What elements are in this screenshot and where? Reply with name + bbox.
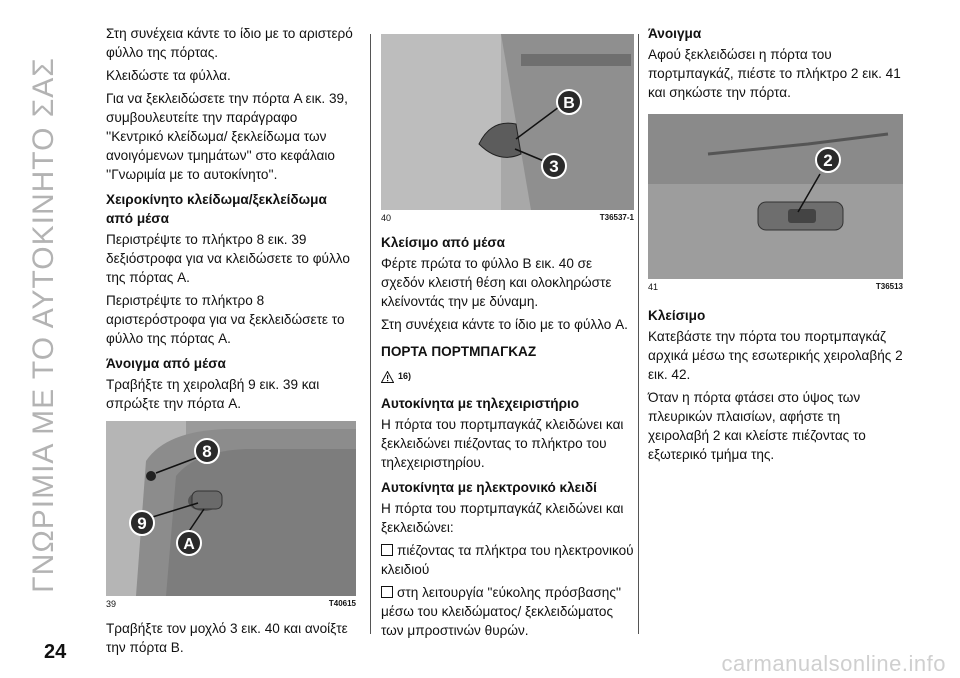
section-heading: Χειροκίνητο κλείδωμα/ξεκλείδωμα από μέσα <box>106 192 327 226</box>
figure-number: 40 <box>381 213 392 223</box>
paragraph: Η πόρτα του πορτμπαγκάζ κλειδώνει και ξεκλειδώνει: <box>381 501 624 535</box>
svg-text:2: 2 <box>823 151 833 170</box>
figure-40 <box>381 34 634 223</box>
svg-text:9: 9 <box>137 514 147 533</box>
bullet-item: στη λειτουργία ''εύκολης πρόσβασης'' μέσω του κλειδώματος/ ξεκλειδώματος των μπροστινών θυρών. <box>381 585 622 638</box>
callout-2 <box>816 148 840 172</box>
column-3 <box>648 24 903 468</box>
section-heading: Κλείσιμο από μέσα <box>381 235 506 250</box>
bullet-item: πιέζοντας τα πλήκτρα του ηλεκτρονικού κλειδιού <box>381 543 634 577</box>
warning-number: 16) <box>398 371 412 381</box>
callout-a <box>177 531 201 555</box>
paragraph: Φέρτε πρώτα το φύλλο B εικ. 40 σε σχεδόν κλειστή θέση και ολοκληρώστε κλείνοντάς την με δύναμη. <box>381 256 612 309</box>
section-heading: Άνοιγμα από μέσα <box>106 356 226 371</box>
side-door-illustration <box>381 34 634 210</box>
warning-triangle-icon <box>381 371 394 383</box>
paragraph: Στη συνέχεια κάντε το ίδιο με το φύλλο A. <box>381 317 628 332</box>
figure-code: T40615 <box>328 599 356 608</box>
paragraph: Κατεβάστε την πόρτα του πορτμπαγκάζ αρχικά μέσω της εσωτερικής χειρολαβής 2 εικ. 42. <box>648 329 903 382</box>
figure-caption <box>106 599 356 609</box>
section-heading: Κλείσιμο <box>648 308 706 323</box>
watermark: carmanualsonline.info <box>721 651 946 676</box>
chapter-sidebar <box>12 12 76 637</box>
paragraph: Κλειδώστε τα φύλλα. <box>106 68 231 83</box>
figure-code: T36537-1 <box>599 213 634 222</box>
chapter-title: ΓΝΩΡΙΜΙΑ ΜΕ ΤΟ ΑΥΤΟΚΙΝΗΤΟ ΣΑΣ <box>27 56 60 593</box>
rear-door-illustration <box>106 421 356 596</box>
figure-caption <box>381 213 634 223</box>
callout-3 <box>542 154 566 178</box>
callout-8 <box>195 439 219 463</box>
svg-text:B: B <box>563 95 575 112</box>
column-2 <box>381 34 634 644</box>
paragraph: Η πόρτα του πορτμπαγκάζ κλειδώνει και ξεκλειδώνει πιέζοντας το πλήκτρο του τηλεχειριστηρίου. <box>381 417 624 470</box>
paragraph: Αφού ξεκλειδώσει η πόρτα του πορτμπαγκάζ, πιέστε το πλήκτρο 2 εικ. 41 και σηκώστε την πόρτα. <box>648 47 901 100</box>
figure-39 <box>106 421 356 609</box>
checkbox-icon <box>381 544 393 556</box>
column-1 <box>106 24 356 661</box>
section-heading: Αυτοκίνητα με τηλεχειριστήριο <box>381 396 580 411</box>
tailgate-illustration <box>648 114 903 279</box>
figure-41 <box>648 114 903 292</box>
svg-text:8: 8 <box>202 442 212 461</box>
callout-9 <box>130 511 154 535</box>
warning-reference <box>381 367 634 386</box>
paragraph: Στη συνέχεια κάντε το ίδιο με το αριστερό φύλλο της πόρτας. <box>106 26 353 60</box>
section-heading: Αυτοκίνητα με ηλεκτρονικό κλειδί <box>381 480 597 495</box>
paragraph: Τραβήξτε τη χειρολαβή 9 εικ. 39 και σπρώξτε την πόρτα A. <box>106 377 320 411</box>
checkbox-icon <box>381 586 393 598</box>
paragraph: Όταν η πόρτα φτάσει στο ύψος των πλευρικών πλαισίων, αφήστε τη χειρολαβή 2 και κλείστε πιέζοντας το εξωτερικό τμήμα της. <box>648 390 866 462</box>
svg-text:3: 3 <box>549 157 559 176</box>
section-heading: Άνοιγμα <box>648 26 702 41</box>
callout-b <box>557 90 581 114</box>
figure-number: 39 <box>106 599 117 609</box>
paragraph: Περιστρέψτε το πλήκτρο 8 εικ. 39 δεξιόστροφα για να κλειδώσετε το φύλλο της πόρτας A. <box>106 232 350 285</box>
chapter-heading: ΠΟΡΤΑ ΠΟΡΤΜΠΑΓΚΑΖ <box>381 344 537 359</box>
paragraph: Περιστρέψτε το πλήκτρο 8 αριστερόστροφα για να ξεκλειδώσετε το φύλλο της πόρτας A. <box>106 293 345 346</box>
paragraph: Για να ξεκλειδώσετε την πόρτα A εικ. 39, συμβουλευτείτε την παράγραφο ''Κεντρικό κλείδωμα/ ξεκλείδωμα των ανοιγόμενων τμημάτων'' στο κεφάλαιο ''Γνωριμία με το αυτοκίνητο''. <box>106 91 348 182</box>
figure-code: T36513 <box>875 282 903 291</box>
svg-text:A: A <box>183 536 195 553</box>
paragraph: Τραβήξτε τον μοχλό 3 εικ. 40 και ανοίξτε την πόρτα B. <box>106 621 348 655</box>
column-divider <box>638 34 639 634</box>
page-number: 24 <box>44 641 67 663</box>
column-divider <box>370 34 371 634</box>
figure-caption <box>648 282 903 292</box>
figure-number: 41 <box>648 282 659 292</box>
